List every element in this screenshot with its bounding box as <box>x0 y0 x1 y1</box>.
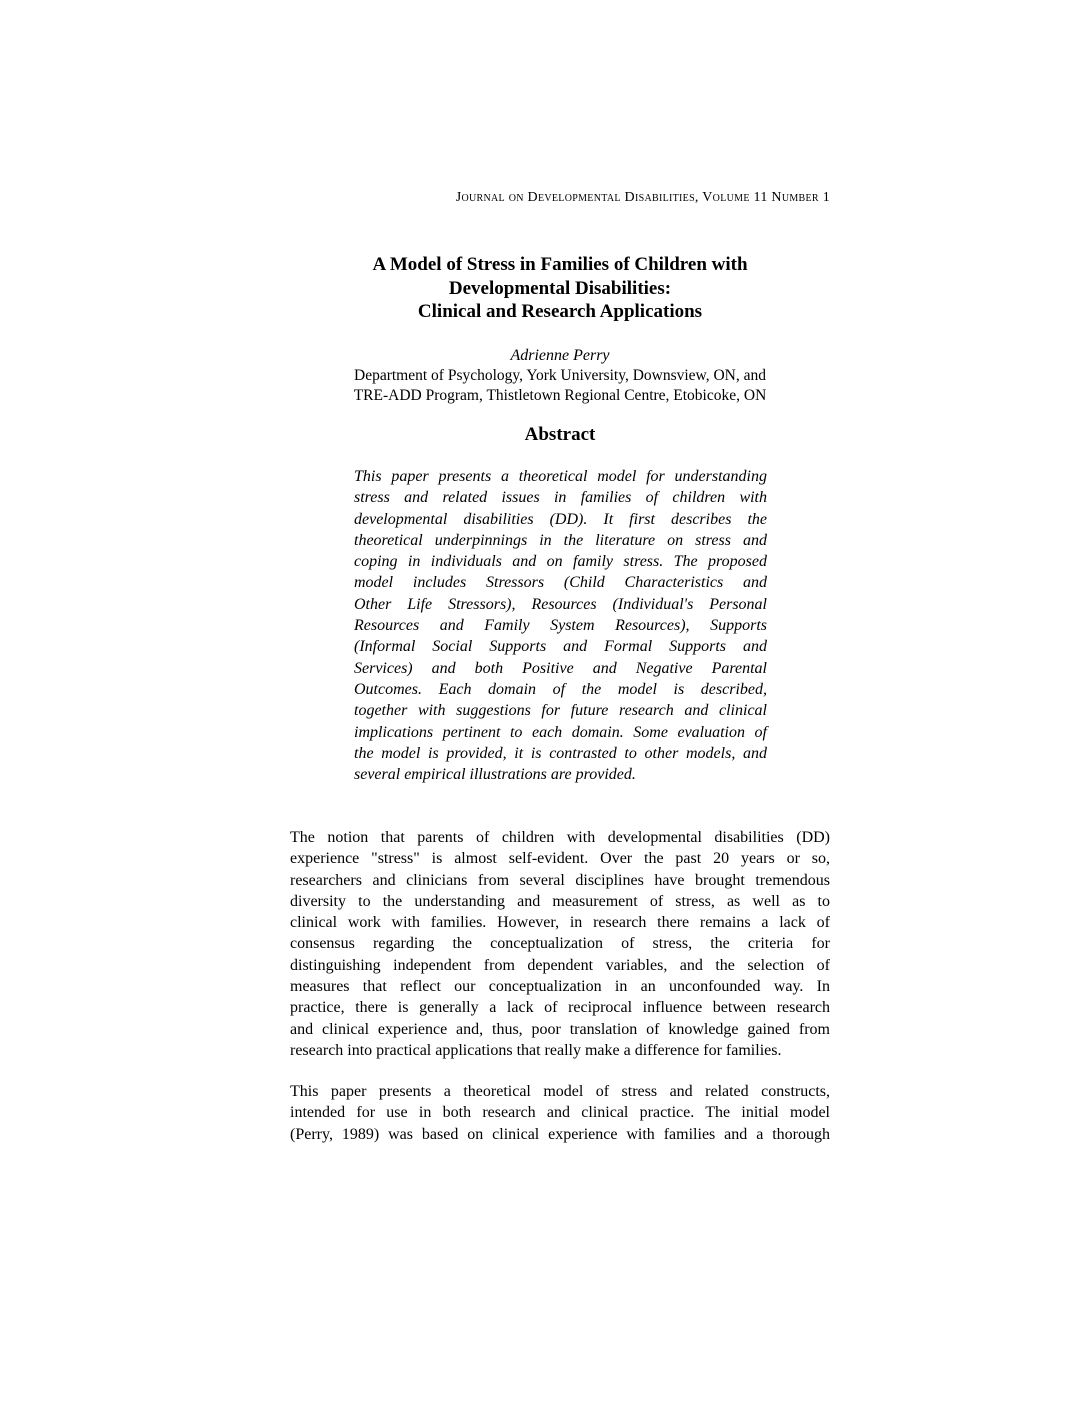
body-paragraph <box>290 1081 830 1145</box>
body-line: practice, there is generally a lack of reciprocal influence between research <box>290 999 830 1017</box>
title-line: Clinical and Research Applications <box>417 301 703 322</box>
abstract-line: implications pertinent to each domain. Some evaluation of <box>354 723 767 741</box>
author-block <box>290 345 830 405</box>
body-line: (Perry, 1989) was based on clinical experience with families and a thorough <box>290 1125 830 1143</box>
body-line: clinical work with families. However, in research there remains a lack of <box>290 914 830 932</box>
title-line: A Model of Stress in Families of Children with <box>372 254 748 275</box>
affiliation-line: TRE-ADD Program, Thistletown Regional Centre, Etobicoke, ON <box>353 386 767 404</box>
author-name: Adrienne Perry <box>510 347 610 364</box>
body-line: The notion that parents of children with developmental disabilities (DD) <box>290 829 830 846</box>
abstract-line: model includes Stressors (Child Characteristics and <box>354 574 767 592</box>
abstract-line: the model is provided, it is contrasted to other models, and <box>354 744 767 762</box>
abstract-body <box>354 466 767 785</box>
abstract-line: developmental disabilities (DD). It first describes the <box>354 510 767 528</box>
body-line: experience "stress" is almost self-evident. Over the past 20 years or so, <box>290 850 830 868</box>
body-line: researchers and clinicians from several disciplines have brought tremendous <box>290 871 830 889</box>
body-paragraph <box>290 827 830 1061</box>
body-line: measures that reflect our conceptualization in an unconfounded way. In <box>290 978 830 996</box>
affiliation-line: Department of Psychology, York University, Downsview, ON, and <box>354 367 766 384</box>
abstract-line: several empirical illustrations are provided. <box>354 766 636 784</box>
body-line: diversity to the understanding and measurement of stress, as well as to <box>290 892 830 910</box>
body-line: This paper presents a theoretical model of stress and related constructs, <box>290 1083 830 1100</box>
abstract-heading: Abstract <box>524 424 596 445</box>
abstract-line: stress and related issues in families of children with <box>354 489 767 507</box>
body-line: distinguishing independent from dependent variables, and the selection of <box>290 956 830 974</box>
abstract-line: theoretical underpinnings in the literature on stress and <box>354 531 767 549</box>
body-line: intended for use in both research and clinical practice. The initial model <box>290 1104 830 1122</box>
abstract-line: Resources and Family System Resources), Supports <box>354 617 767 635</box>
body-line: consensus regarding the conceptualization of stress, the criteria for <box>290 935 830 953</box>
body-line: research into practical applications that really make a difference for families. <box>290 1041 782 1059</box>
abstract-line: Services) and both Positive and Negative Parental <box>354 659 767 677</box>
title-line: Developmental Disabilities: <box>448 277 672 299</box>
abstract-line: together with suggestions for future research and clinical <box>354 702 767 720</box>
abstract-line: coping in individuals and on family stress. The proposed <box>354 553 767 571</box>
body-line: and clinical experience and, thus, poor translation of knowledge gained from <box>290 1020 830 1038</box>
running-header: Journal on Developmental Disabilities, Volume 11 Number 1 <box>455 190 830 205</box>
paper-title <box>290 253 830 324</box>
abstract-line: This paper presents a theoretical model for understanding <box>354 468 767 485</box>
abstract-line: Outcomes. Each domain of the model is described, <box>354 680 767 698</box>
abstract-line: Other Life Stressors), Resources (Individual's Personal <box>354 595 767 613</box>
abstract-line: (Informal Social Supports and Formal Supports and <box>354 638 767 656</box>
